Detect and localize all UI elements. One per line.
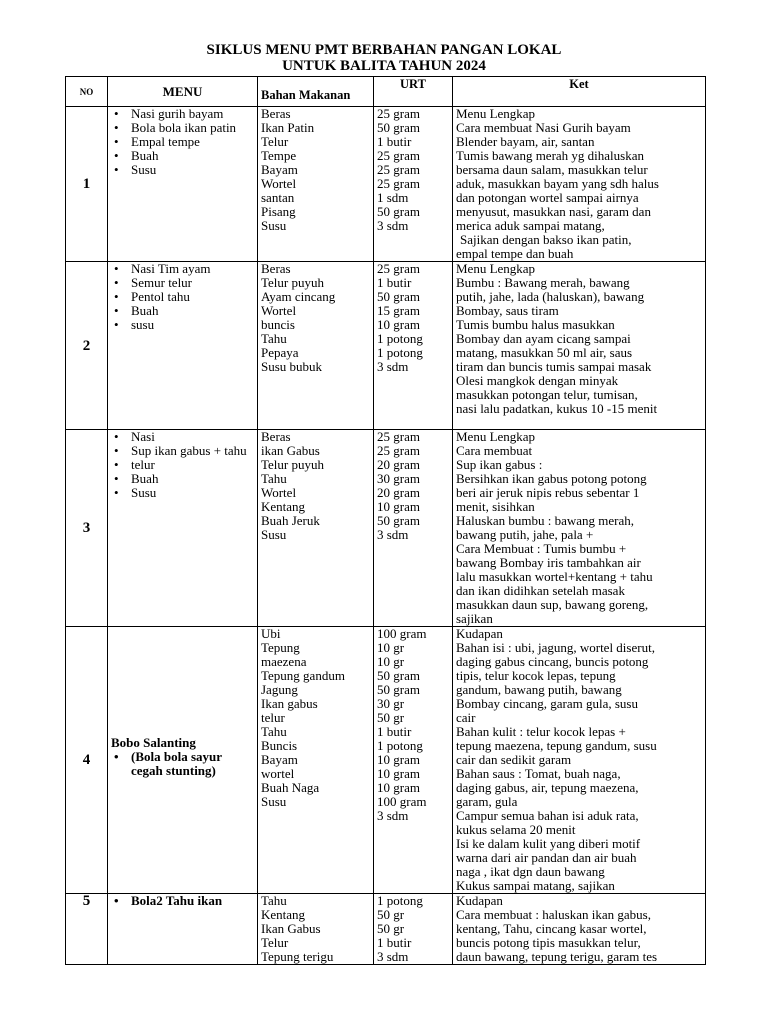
ket-cell: [453, 627, 706, 894]
note-line: Kudapan: [456, 893, 503, 908]
bahan-cell: [258, 262, 374, 430]
note-line: tepung maezena, tepung gandum, susu: [456, 738, 657, 753]
note-line: lalu masukkan wortel+kentang + tahu: [456, 569, 653, 584]
note-line: dan potongan wortel sampai airnya: [456, 190, 639, 205]
menu-item: • Buah: [131, 304, 254, 318]
menu-item: • Nasi gurih bayam: [131, 107, 254, 121]
row-number: 1: [66, 107, 108, 262]
ingredient: Ikan Gabus: [261, 921, 321, 936]
measure: 30 gr: [377, 696, 405, 711]
measure: 1 potong: [377, 738, 423, 753]
note-line: Bahan kulit : telur kocok lepas +: [456, 724, 626, 739]
note-line: beri air jeruk nipis rebus sebentar 1: [456, 485, 640, 500]
menu-item: • Nasi Tim ayam: [131, 262, 254, 276]
note-line: daging gabus, air, tepung maezena,: [456, 780, 639, 795]
note-line: tipis, telur kocok lepas, tepung: [456, 668, 616, 683]
menu-item: • (Bola bola sayur cegah stunting): [131, 750, 254, 778]
measure: 25 gram: [377, 429, 420, 444]
note-line: Bombay, saus tiram: [456, 303, 559, 318]
row-number: 5: [66, 894, 108, 965]
measure: 50 gram: [377, 120, 420, 135]
ket-cell: [453, 107, 706, 262]
ingredient: telur: [261, 710, 285, 725]
measure: 1 potong: [377, 331, 423, 346]
ingredient: Bayam: [261, 752, 298, 767]
note-line: Campur semua bahan isi aduk rata,: [456, 808, 639, 823]
header-bahan-makanan: Bahan Makanan: [258, 77, 374, 107]
ingredient: Tepung: [261, 640, 300, 655]
measure: 100 gram: [377, 626, 427, 641]
menu-item: • telur: [131, 458, 254, 472]
note-line: Sup ikan gabus :: [456, 457, 543, 472]
ingredient: Tahu: [261, 331, 287, 346]
note-line: Bumbu : Bawang merah, bawang: [456, 275, 630, 290]
measure: 50 gram: [377, 513, 420, 528]
menu-item: • Nasi: [131, 430, 254, 444]
ingredient: Kentang: [261, 907, 306, 922]
menu-title: Bobo Salanting: [111, 735, 196, 750]
ingredient: Wortel: [261, 303, 297, 318]
ingredient: Buah Naga: [261, 780, 320, 795]
measure: 25 gram: [377, 106, 420, 121]
note-line: daging gabus cincang, buncis potong: [456, 654, 649, 669]
menu-cell: [108, 627, 258, 894]
measure: 50 gram: [377, 668, 420, 683]
note-line: aduk, masukkan bayam yang sdh halus: [456, 176, 659, 191]
menu-item: • susu: [131, 318, 254, 332]
note-line: cair dan sedikit garam: [456, 752, 572, 767]
measure: 20 gram: [377, 485, 420, 500]
note-line: Olesi mangkok dengan minyak: [456, 373, 619, 388]
measure: 1 potong: [377, 345, 423, 360]
note-line: bawang Bombay iris tambahkan air: [456, 555, 641, 570]
note-line: Bersihkan ikan gabus potong potong: [456, 471, 647, 486]
note-line: buncis potong tipis masukkan telur,: [456, 935, 641, 950]
note-line: bersama daun salam, masukkan telur: [456, 162, 648, 177]
table-row: [66, 262, 706, 430]
note-line: Haluskan bumbu : bawang merah,: [456, 513, 634, 528]
note-line: Cara Membuat : Tumis bumbu +: [456, 541, 627, 556]
note-line: Kudapan: [456, 626, 503, 641]
menu-item: • Susu: [131, 163, 254, 177]
menu-cell: [108, 262, 258, 430]
ingredient: Buncis: [261, 738, 298, 753]
note-line: Tumis bawang merah yg dihaluskan: [456, 148, 644, 163]
urt-cell: [374, 107, 453, 262]
ket-cell: [453, 430, 706, 627]
note-line: Tumis bumbu halus masukkan: [456, 317, 615, 332]
measure: 25 gram: [377, 443, 420, 458]
document-title-line2: UNTUK BALITA TAHUN 2024: [282, 58, 486, 74]
measure: 3 sdm: [377, 527, 409, 542]
note-line: Bombay dan ayam cicang sampai: [456, 331, 631, 346]
menu-item: • Semur telur: [131, 276, 254, 290]
bahan-cell: [258, 627, 374, 894]
document-title-line1: SIKLUS MENU PMT BERBAHAN PANGAN LOKAL: [206, 42, 562, 58]
row-number: 2: [66, 262, 108, 430]
table-row: [66, 627, 706, 894]
note-line: empal tempe dan buah: [456, 246, 574, 261]
ingredient: Ikan gabus: [261, 696, 318, 711]
ingredient: wortel: [261, 766, 295, 781]
ingredient: Wortel: [261, 485, 297, 500]
measure: 10 gram: [377, 780, 420, 795]
menu-cell: [108, 107, 258, 262]
ingredient: buncis: [261, 317, 295, 332]
menu-item: • Buah: [131, 472, 254, 486]
measure: 15 gram: [377, 303, 420, 318]
ingredient: santan: [261, 190, 295, 205]
note-line: cair: [456, 710, 476, 725]
ingredient: Susu bubuk: [261, 359, 323, 374]
note-line: masukkan potongan telur, tumisan,: [456, 387, 638, 402]
note-line: Bombay cincang, garam gula, susu: [456, 696, 638, 711]
measure: 25 gram: [377, 176, 420, 191]
measure: 10 gram: [377, 499, 420, 514]
table-header-row: [66, 77, 706, 107]
ingredient: Tepung terigu: [261, 949, 334, 964]
menu-item: • Buah: [131, 149, 254, 163]
ingredient: Kentang: [261, 499, 306, 514]
note-line: Cara membuat : haluskan ikan gabus,: [456, 907, 651, 922]
note-line: Blender bayam, air, santan: [456, 134, 595, 149]
table-row: [66, 107, 706, 262]
measure: 50 gr: [377, 907, 405, 922]
measure: 30 gram: [377, 471, 420, 486]
ingredient: Ubi: [261, 626, 281, 641]
ingredient: Pepaya: [261, 345, 299, 360]
ingredient: ikan Gabus: [261, 443, 320, 458]
note-line: masukkan daun sup, bawang goreng,: [456, 597, 649, 612]
ingredient: Pisang: [261, 204, 296, 219]
measure: 3 sdm: [377, 808, 409, 823]
note-line: sajikan: [456, 611, 493, 626]
header-menu: MENU: [108, 77, 258, 107]
ingredient: Telur: [261, 935, 289, 950]
note-line: Sajikan dengan bakso ikan patin,: [460, 232, 632, 247]
note-line: warna dari air pandan dan air buah: [456, 850, 637, 865]
note-line: garam, gula: [456, 794, 518, 809]
note-line: menyusut, masukkan nasi, garam dan: [456, 204, 651, 219]
measure: 20 gram: [377, 457, 420, 472]
ingredient: Ayam cincang: [261, 289, 336, 304]
ingredient: Tahu: [261, 893, 287, 908]
ingredient: Telur puyuh: [261, 457, 324, 472]
measure: 1 potong: [377, 893, 423, 908]
menu-cycle-table: [65, 76, 706, 965]
urt-cell: [374, 430, 453, 627]
measure: 50 gram: [377, 204, 420, 219]
menu-item: • Bola2 Tahu ikan: [131, 894, 254, 908]
ingredient: Susu: [261, 527, 287, 542]
ingredient: Jagung: [261, 682, 298, 697]
header-no: NO: [66, 77, 108, 107]
measure: 50 gram: [377, 289, 420, 304]
measure: 1 butir: [377, 134, 412, 149]
measure: 1 sdm: [377, 190, 409, 205]
note-line: daun bawang, tepung terigu, garam tes: [456, 949, 658, 964]
ingredient: Tepung gandum: [261, 668, 345, 683]
note-line: putih, jahe, lada (haluskan), bawang: [456, 289, 645, 304]
ingredient: Telur puyuh: [261, 275, 324, 290]
note-line: Cara membuat Nasi Gurih bayam: [456, 120, 631, 135]
menu-item: • Susu: [131, 486, 254, 500]
menu-cell: [108, 894, 258, 965]
note-line: Bahan isi : ubi, jagung, wortel diserut,: [456, 640, 655, 655]
ingredient: maezena: [261, 654, 307, 669]
measure: 1 butir: [377, 935, 412, 950]
bahan-cell: [258, 107, 374, 262]
note-line: gandum, bawang putih, bawang: [456, 682, 622, 697]
ingredient: Tempe: [261, 148, 297, 163]
menu-item: • Sup ikan gabus + tahu: [131, 444, 254, 458]
ingredient: Bayam: [261, 162, 298, 177]
ingredient: Beras: [261, 106, 291, 121]
note-line: kukus selama 20 menit: [456, 822, 576, 837]
urt-cell: [374, 627, 453, 894]
ingredient: Beras: [261, 429, 291, 444]
ingredient: Tahu: [261, 724, 287, 739]
note-line: merica aduk sampai matang,: [456, 218, 605, 233]
urt-cell: [374, 262, 453, 430]
ingredient: Telur: [261, 134, 289, 149]
note-line: matang, masukkan 50 ml air, saus: [456, 345, 633, 360]
note-line: naga , ikat dgn daun bawang: [456, 864, 605, 879]
note-line: Cara membuat: [456, 443, 533, 458]
table-row: [66, 430, 706, 627]
measure: 10 gr: [377, 654, 405, 669]
ingredient: Buah Jeruk: [261, 513, 320, 528]
bahan-cell: [258, 430, 374, 627]
ket-cell: [453, 894, 706, 965]
measure: 10 gram: [377, 317, 420, 332]
note-line: menit, sisihkan: [456, 499, 535, 514]
note-line: Isi ke dalam kulit yang diberi motif: [456, 836, 641, 851]
note-line: Kukus sampai matang, sajikan: [456, 878, 615, 893]
ket-cell: [453, 262, 706, 430]
header-urt: URT: [374, 77, 453, 107]
note-line: Menu Lengkap: [456, 106, 536, 121]
measure: 3 sdm: [377, 218, 409, 233]
menu-cell: [108, 430, 258, 627]
measure: 1 butir: [377, 724, 412, 739]
ingredient: Beras: [261, 261, 291, 276]
table-row: [66, 894, 706, 965]
menu-item: • Empal tempe: [131, 135, 254, 149]
measure: 1 butir: [377, 275, 412, 290]
measure: 25 gram: [377, 162, 420, 177]
row-number: 3: [66, 430, 108, 627]
note-line: kentang, Tahu, cincang kasar wortel,: [456, 921, 647, 936]
bahan-cell: [258, 894, 374, 965]
note-line: dan ikan didihkan setelah masak: [456, 583, 625, 598]
measure: 10 gr: [377, 640, 405, 655]
urt-cell: [374, 894, 453, 965]
measure: 10 gram: [377, 752, 420, 767]
note-line: bawang putih, jahe, pala +: [456, 527, 594, 542]
ingredient: Tahu: [261, 471, 287, 486]
menu-item: • Pentol tahu: [131, 290, 254, 304]
ingredient: Susu: [261, 218, 287, 233]
menu-item: • Bola bola ikan patin: [131, 121, 254, 135]
measure: 100 gram: [377, 794, 427, 809]
measure: 10 gram: [377, 766, 420, 781]
row-number: 4: [66, 627, 108, 894]
measure: 25 gram: [377, 261, 420, 276]
note-line: tiram dan buncis tumis sampai masak: [456, 359, 652, 374]
ingredient: Ikan Patin: [261, 120, 315, 135]
note-line: Bahan saus : Tomat, buah naga,: [456, 766, 621, 781]
measure: 25 gram: [377, 148, 420, 163]
note-line: Menu Lengkap: [456, 261, 536, 276]
ingredient: Wortel: [261, 176, 297, 191]
ingredient: Susu: [261, 794, 287, 809]
header-ket: Ket: [453, 77, 706, 107]
measure: 50 gram: [377, 682, 420, 697]
measure: 50 gr: [377, 921, 405, 936]
note-line: nasi lalu padatkan, kukus 10 -15 menit: [456, 401, 658, 416]
note-line: Menu Lengkap: [456, 429, 536, 444]
measure: 50 gr: [377, 710, 405, 725]
measure: 3 sdm: [377, 359, 409, 374]
measure: 3 sdm: [377, 949, 409, 964]
